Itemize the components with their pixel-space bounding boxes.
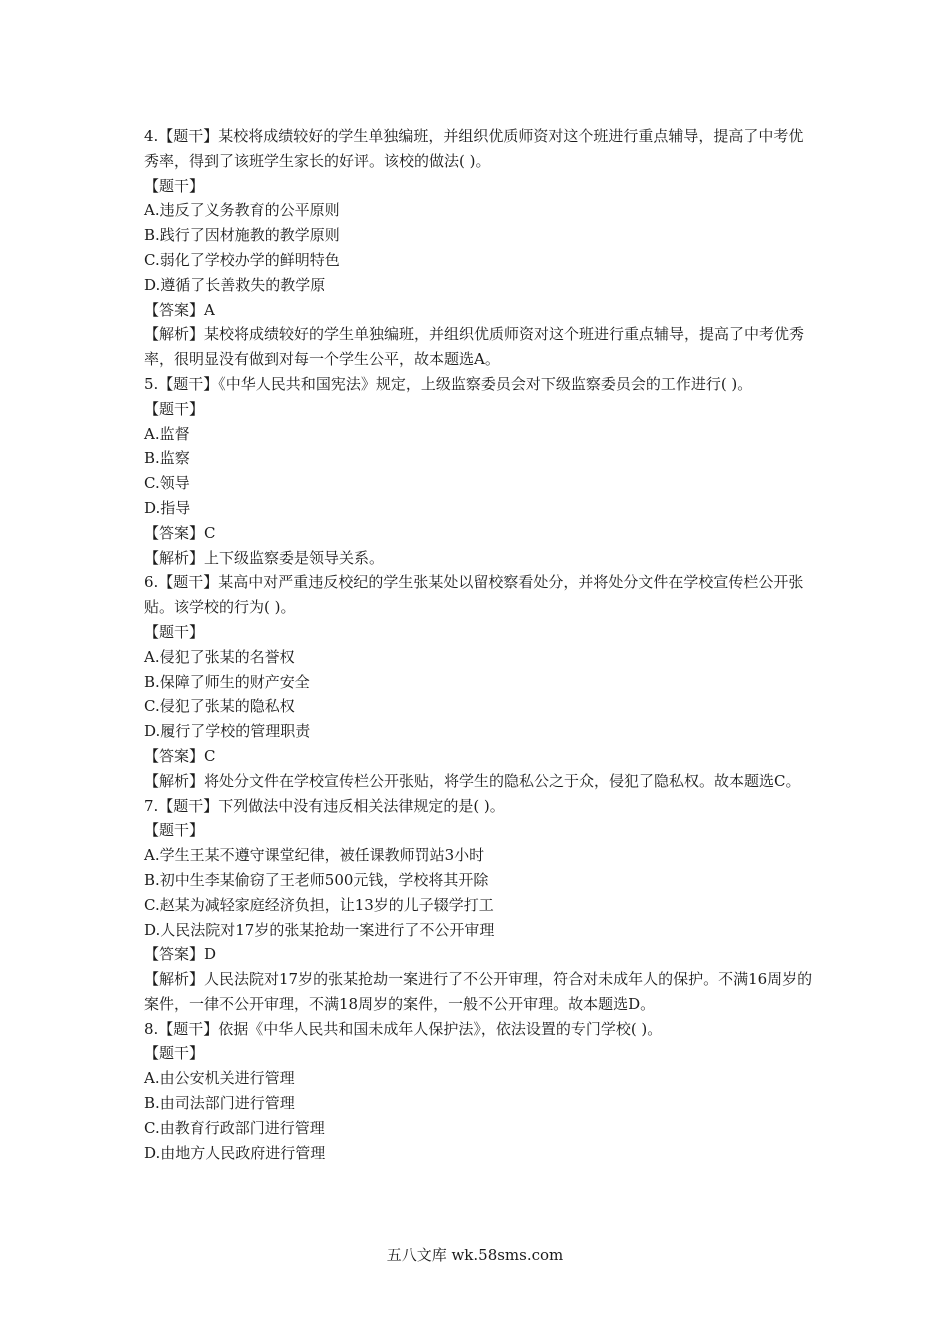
question-stem: 4.【题干】某校将成绩较好的学生单独编班，并组织优质师资对这个班进行重点辅导，提高了中考优秀率，得到了该班学生家长的好评。该校的做法( )。 xyxy=(144,127,804,170)
option-a: A.学生王某不遵守课堂纪律，被任课教师罚站3小时 xyxy=(144,846,485,865)
option-c: C.领导 xyxy=(144,474,190,493)
option-b: B.由司法部门进行管理 xyxy=(144,1094,295,1113)
option-c: C.侵犯了张某的隐私权 xyxy=(144,697,295,716)
option-a: A.违反了义务教育的公平原则 xyxy=(144,201,340,220)
question-stem: 8.【题干】依据《中华人民共和国未成年人保护法》，依法设置的专门学校( )。 xyxy=(144,1019,663,1038)
option-a: A.侵犯了张某的名誉权 xyxy=(144,647,295,666)
question-8 xyxy=(144,1017,814,1166)
option-a: A.由公安机关进行管理 xyxy=(144,1069,295,1088)
option-b: B.践行了因材施教的教学原则 xyxy=(144,226,340,245)
analysis: 【解析】上下级监察委是领导关系。 xyxy=(144,548,385,567)
question-4 xyxy=(144,124,814,372)
question-5 xyxy=(144,372,814,570)
question-stem: 5.【题干】《中华人民共和国宪法》规定，上级监察委员会对下级监察委员会的工作进行( )。 xyxy=(144,374,753,393)
answer: 【答案】D xyxy=(144,945,217,964)
analysis: 【解析】人民法院对17岁的张某抢劫一案进行了不公开审理，符合对未成年人的保护。不满16周岁的案件，一律不公开审理，不满18周岁的案件，一般不公开审理。故本题选D。 xyxy=(144,970,813,1013)
option-a: A.监督 xyxy=(144,424,190,443)
option-c: C.弱化了学校办学的鲜明特色 xyxy=(144,250,340,269)
question-6 xyxy=(144,570,814,793)
page-footer: 五八文库 wk.58sms.com xyxy=(386,1246,564,1264)
analysis: 【解析】某校将成绩较好的学生单独编班，并组织优质师资对这个班进行重点辅导，提高了中考优秀率，很明显没有做到对每一个学生公平，故本题选A。 xyxy=(144,325,805,369)
question-stem: 6.【题干】某高中对严重违反校纪的学生张某处以留校察看处分，并将处分文件在学校宣传栏公开张贴。该学校的行为( )。 xyxy=(144,573,804,617)
option-d: D.由地方人民政府进行管理 xyxy=(144,1143,326,1162)
option-d: D.遵循了长善救失的教学原 xyxy=(144,275,326,294)
question-tag: 【题干】 xyxy=(144,821,205,840)
question-tag: 【题干】 xyxy=(144,1044,205,1063)
question-tag: 【题干】 xyxy=(144,622,205,641)
question-tag: 【题干】 xyxy=(144,399,205,418)
option-d: D.指导 xyxy=(144,498,191,517)
option-c: C.赵某为减轻家庭经济负担，让13岁的儿子辍学打工 xyxy=(144,895,494,914)
option-d: D.履行了学校的管理职责 xyxy=(144,722,311,741)
answer: 【答案】C xyxy=(144,523,216,542)
answer: 【答案】A xyxy=(144,300,215,319)
option-b: B.保障了师生的财产安全 xyxy=(144,672,310,691)
question-7 xyxy=(144,794,814,1017)
option-d: D.人民法院对17岁的张某抢劫一案进行了不公开审理 xyxy=(144,920,495,939)
analysis: 【解析】将处分文件在学校宣传栏公开张贴，将学生的隐私公之于众，侵犯了隐私权。故本题选C。 xyxy=(144,771,801,790)
question-content xyxy=(144,124,814,1165)
question-tag: 【题干】 xyxy=(144,176,205,195)
question-stem: 7.【题干】下列做法中没有违反相关法律规定的是( )。 xyxy=(144,796,505,815)
option-b: B.初中生李某偷窃了王老师500元钱，学校将其开除 xyxy=(144,870,489,889)
answer: 【答案】C xyxy=(144,746,216,765)
option-c: C.由教育行政部门进行管理 xyxy=(144,1118,325,1137)
option-b: B.监察 xyxy=(144,449,190,468)
